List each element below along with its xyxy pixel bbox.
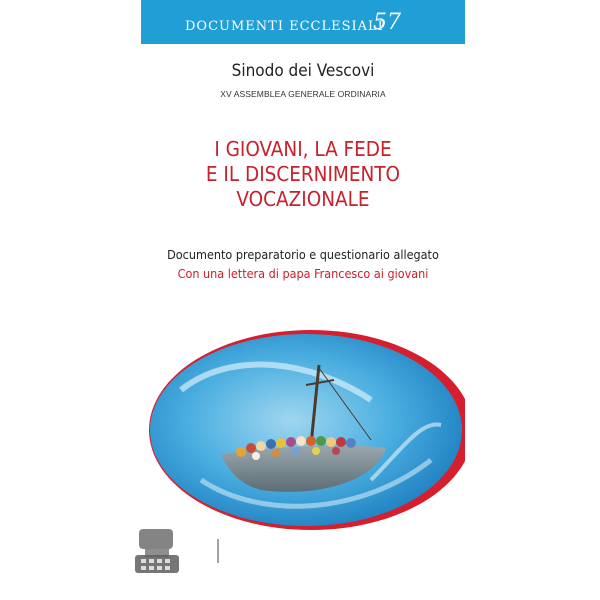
book-title [141, 137, 465, 212]
subauthor: XV ASSEMBLEA GENERALE ORDINARIA [220, 89, 386, 99]
watermark-text: LIBRERIE di ROMA [223, 539, 422, 563]
book-cover [141, 0, 465, 600]
title-line-1: I GIOVANI, LA FEDE [214, 137, 392, 161]
series-name: DOCUMENTI ECCLESIALI [185, 19, 384, 34]
typewriter-icon [131, 525, 219, 575]
title-line-2: E IL DISCERNIMENTO [205, 162, 401, 186]
letter-note: Con una lettera di papa Francesco ai giovani [177, 266, 429, 281]
author: Sinodo dei Vescovi [231, 61, 375, 81]
series-band [141, 0, 465, 44]
bookstore-watermark [131, 525, 471, 575]
series-number: 57 [373, 10, 401, 35]
subtitle: Documento preparatorio e questionario allegato [167, 247, 439, 262]
title-line-3: VOCAZIONALE [236, 187, 370, 211]
